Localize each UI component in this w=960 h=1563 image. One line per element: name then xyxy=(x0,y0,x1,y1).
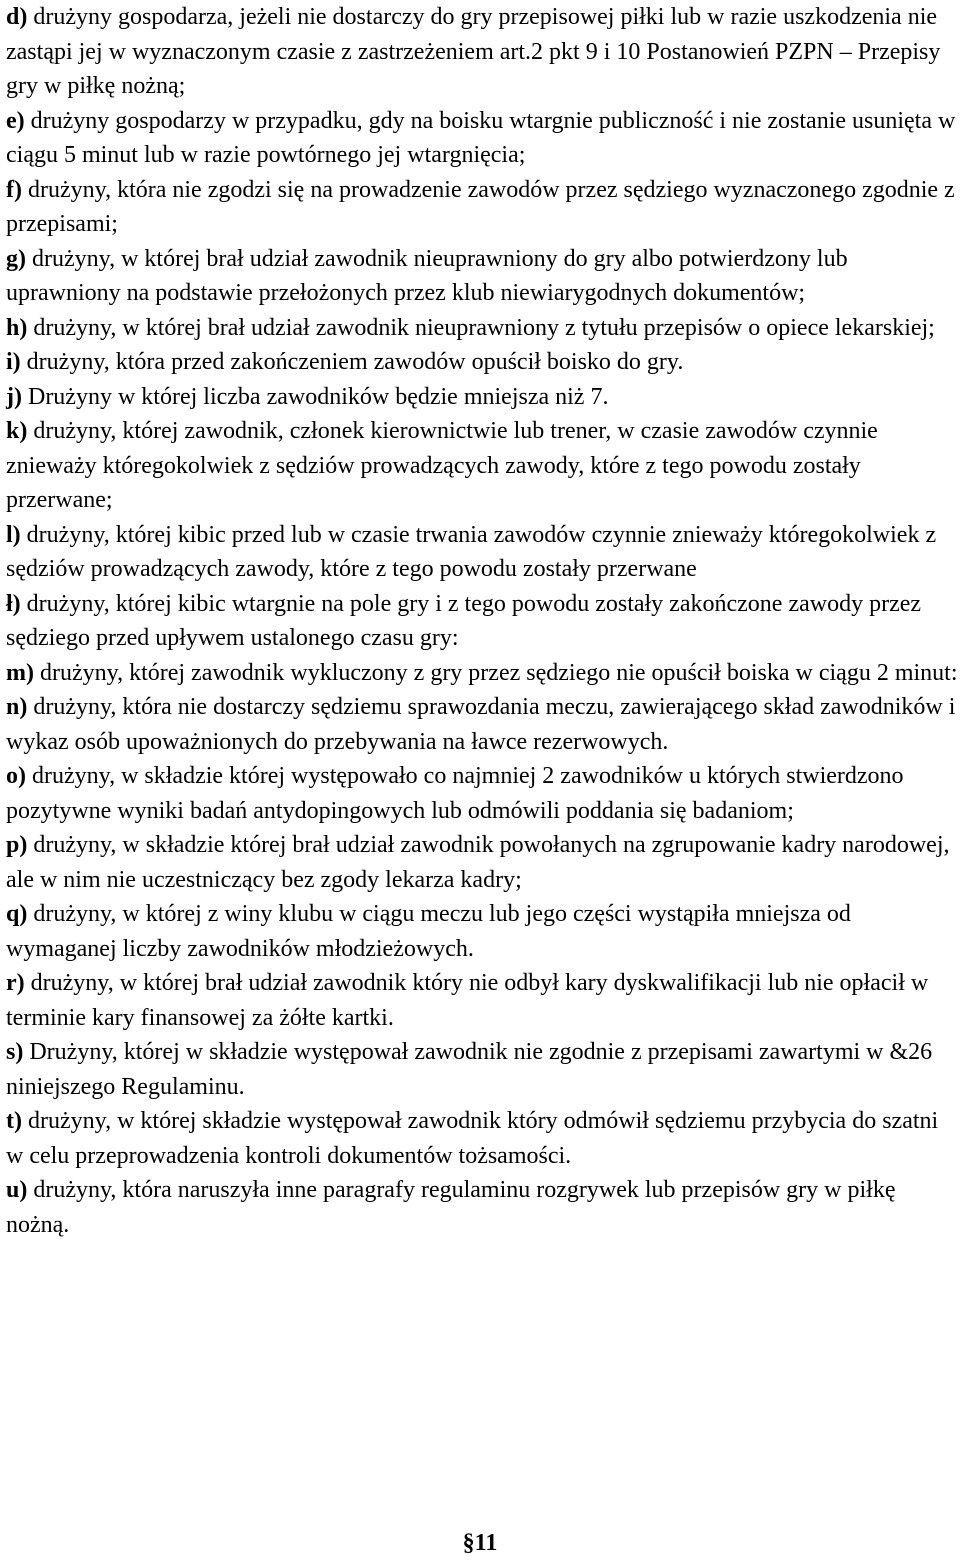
list-item-e xyxy=(6,104,958,173)
item-text: drużyny, która przed zakończeniem zawodów opuścił boisko do gry. xyxy=(20,349,684,375)
list-item-n xyxy=(6,690,958,759)
item-text: drużyny, która nie dostarczy sędziemu sprawozdania meczu, zawierającego skład zawodników i wykaz osób upoważnionych do przebywania na ławce rezerwowych. xyxy=(6,694,956,755)
item-marker: p) xyxy=(6,832,28,858)
item-marker: r) xyxy=(6,970,25,996)
item-text: drużyny, której zawodnik wykluczony z gry przez sędziego nie opuścił boiska w ciągu 2 minut: xyxy=(33,659,958,686)
item-marker: j) xyxy=(6,383,22,410)
item-text: drużyny, w której z winy klubu w ciągu meczu lub jego części wystąpiła mniejsza od wymaganej liczby zawodników młodzieżowych. xyxy=(6,901,851,962)
item-text: drużyny gospodarzy w przypadku, gdy na boisku wtargnie publiczność i nie zostanie usunięta w ciągu 5 minut lub w razie powtórnego jej wtargnięcia; xyxy=(6,107,956,168)
item-marker: s) xyxy=(6,1039,24,1065)
item-text: drużyny, której zawodnik, członek kierownictwie lub trener, w czasie zawodów czynnie znieważy któregokolwiek z sędziów prowadzących zawody, które z tego powodu zostały przerwane; xyxy=(6,418,878,513)
item-marker: d) xyxy=(6,4,28,30)
item-text: drużyny, której kibic wtargnie na pole gry i z tego powodu zostały zakończone zawody przez sędziego przed upływem ustalonego czasu gry: xyxy=(6,590,922,651)
item-marker: i) xyxy=(6,349,21,375)
list-item-r xyxy=(6,966,958,1035)
list-item-j xyxy=(6,380,958,415)
list-item-l xyxy=(6,518,958,587)
list-item-s xyxy=(6,1035,958,1104)
item-text: drużyny, w której brał udział zawodnik nieuprawniony do gry albo potwierdzony lub uprawniony na podstawie przełożonych przez klub niewiarygodnych dokumentów; xyxy=(6,245,848,306)
list-item-i xyxy=(6,345,958,380)
item-marker: k) xyxy=(6,418,28,444)
list-item-l-stroke xyxy=(6,587,958,656)
item-marker: ł) xyxy=(6,590,21,617)
list-item-d xyxy=(6,0,958,104)
item-text: drużyny, w której brał udział zawodnik który nie odbył kary dyskwalifikacji lub nie opłacił w terminie kary finansowej za żółte kartki. xyxy=(6,970,929,1031)
item-marker: h) xyxy=(6,314,28,341)
item-marker: e) xyxy=(6,107,25,134)
item-text: drużyny, która naruszyła inne paragrafy regulaminu rozgrywek lub przepisów gry w piłkę nożną. xyxy=(6,1177,896,1238)
list-item-t xyxy=(6,1104,958,1173)
document-body xyxy=(6,0,958,1242)
item-marker: l) xyxy=(6,521,21,548)
list-item-f xyxy=(6,173,958,242)
list-item-p xyxy=(6,828,958,897)
list-item-g xyxy=(6,242,958,311)
item-text: drużyny, w składzie której brał udział zawodnik powołanych na zgrupowanie kadry narodowej, ale w nim nie uczestniczący bez zgody lekarza kadry; xyxy=(6,832,950,893)
item-marker: f) xyxy=(6,176,22,203)
item-text: drużyny, w której składzie występował zawodnik który odmówił sędziemu przybycia do szatni w celu przeprowadzenia kontroli dokumentów tożsamości. xyxy=(6,1108,939,1169)
item-text: Drużyny w której liczba zawodników będzie mniejsza niż 7. xyxy=(21,383,609,410)
item-text: drużyny, która nie zgodzi się na prowadzenie zawodów przez sędziego wyznaczonego zgodnie z przepisami; xyxy=(6,176,955,237)
item-text: Drużyny, której w składzie występował zawodnik nie zgodnie z przepisami zawartymi w &26 niniejszego Regulaminu. xyxy=(6,1039,933,1100)
list-item-q xyxy=(6,897,958,966)
item-text: drużyny gospodarza, jeżeli nie dostarczy do gry przepisowej piłki lub w razie uszkodzenia nie zastąpi jej w wyznaczonym czasie z zastrzeżeniem art.2 pkt 9 i 10 Postanowień PZPN – Przepisy gry w piłkę nożną; xyxy=(6,4,941,99)
list-item-k xyxy=(6,414,958,518)
item-marker: u) xyxy=(6,1177,28,1203)
section-heading: §11 xyxy=(462,1530,498,1556)
item-marker: m) xyxy=(6,659,34,686)
list-item-u xyxy=(6,1173,958,1242)
item-marker: t) xyxy=(6,1108,22,1134)
item-text: drużyny, w składzie której występowało co najmniej 2 zawodników u których stwierdzono pozytywne wyniki badań antydopingowych lub odmówili poddania się badaniom; xyxy=(6,763,904,824)
item-marker: o) xyxy=(6,763,26,789)
item-text: drużyny, której kibic przed lub w czasie trwania zawodów czynnie znieważy któregokolwiek z sędziów prowadzących zawody, które z tego powodu zostały przerwane xyxy=(6,521,937,582)
list-item-o xyxy=(6,759,958,828)
list-item-h xyxy=(6,311,958,346)
item-marker: g) xyxy=(6,245,26,272)
item-marker: n) xyxy=(6,694,28,720)
item-marker: q) xyxy=(6,901,28,927)
list-item-m xyxy=(6,656,958,691)
item-text: drużyny, w której brał udział zawodnik nieuprawniony z tytułu przepisów o opiece lekarskiej; xyxy=(27,314,935,341)
